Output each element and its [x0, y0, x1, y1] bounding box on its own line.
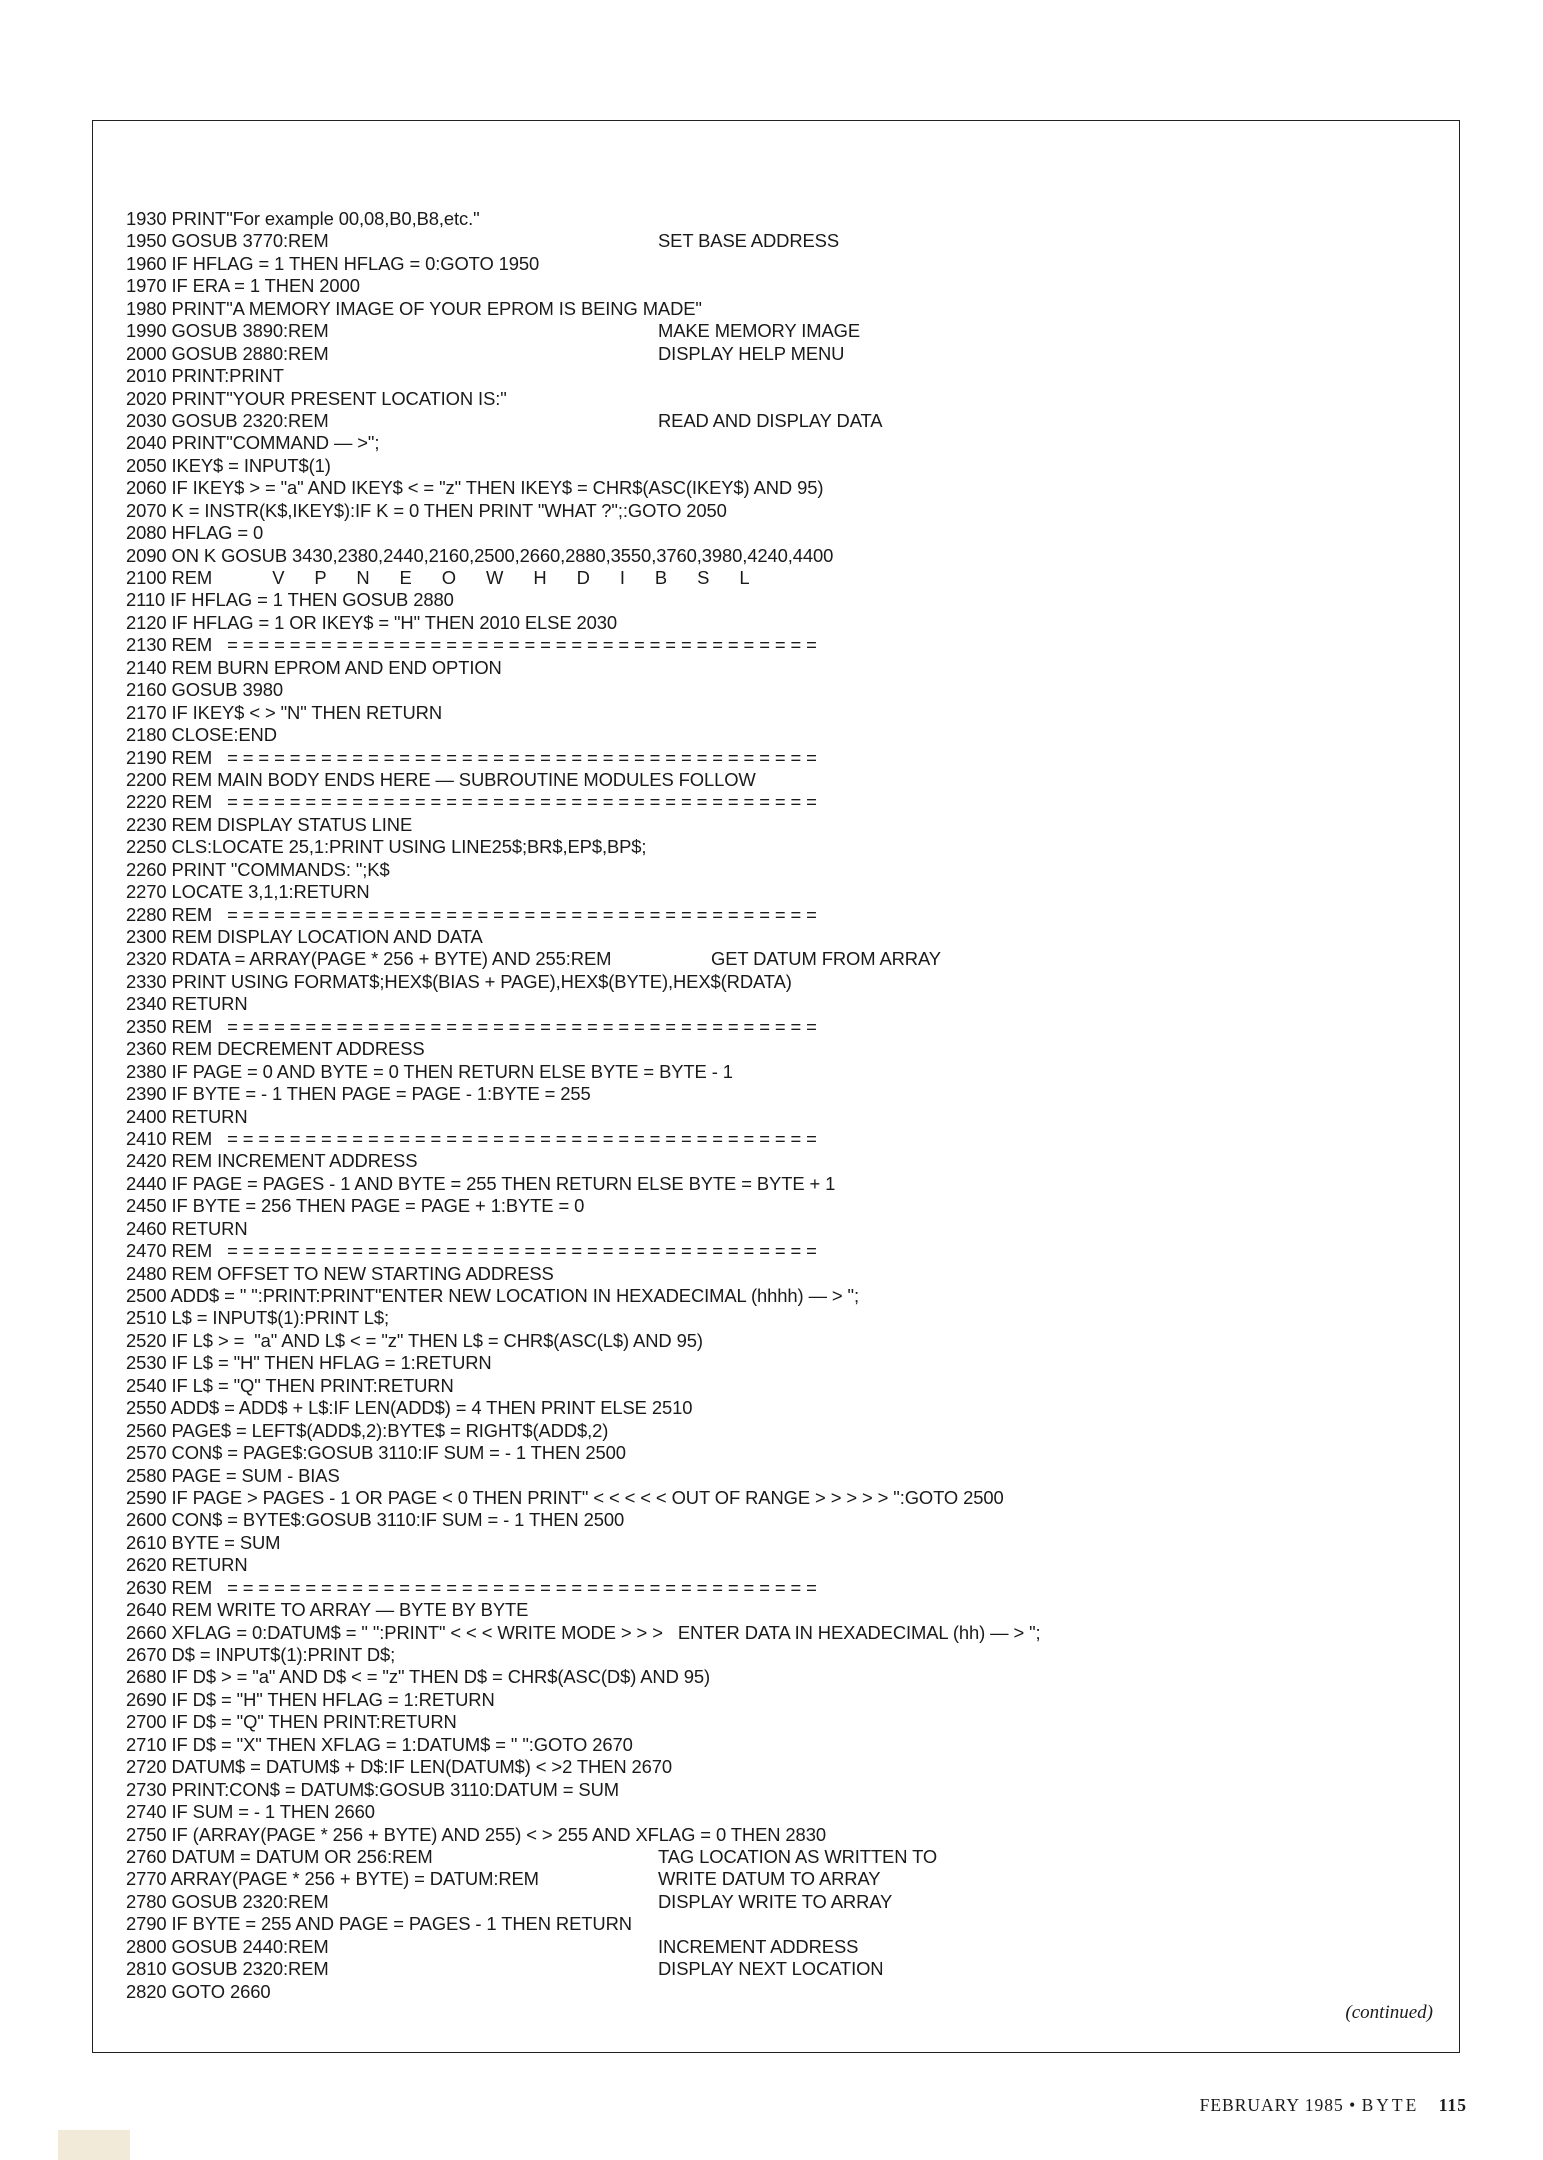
listing-code: 1990 GOSUB 3890:REM: [126, 320, 329, 342]
listing-line: [126, 1375, 1426, 1397]
listing-remark: READ AND DISPLAY DATA: [658, 409, 883, 431]
listing-line: [126, 410, 1426, 432]
listing-remark: INCREMENT ADDRESS: [658, 1935, 859, 1957]
listing-line: [126, 904, 1426, 926]
listing-line: [126, 522, 1426, 544]
listing-line: [126, 724, 1426, 746]
listing-line: [126, 298, 1426, 320]
listing-line: [126, 948, 1426, 970]
listing-line: [126, 1173, 1426, 1195]
listing-line: [126, 1779, 1426, 1801]
listing-line: [126, 702, 1426, 724]
listing-code: 2720 DATUM$ = DATUM$ + D$:IF LEN(DATUM$) < >2 THEN 2670: [126, 1756, 673, 1778]
listing-line: [126, 1106, 1426, 1128]
listing-code: 2030 GOSUB 2320:REM: [126, 409, 329, 431]
listing-line: [126, 500, 1426, 522]
listing-line: [126, 1913, 1426, 1935]
listing-code: 2410 REM = = = = = = = = = = = = = = = = = = = = = = = = = = = = = = = = = = = = = =: [126, 1127, 817, 1149]
listing-code: 1950 GOSUB 3770:REM: [126, 230, 329, 252]
listing-line: [126, 567, 1426, 589]
listing-line: [126, 1936, 1426, 1958]
listing-line: [126, 1397, 1426, 1419]
listing-line: [126, 1981, 1426, 2003]
listing-line: [126, 208, 1426, 230]
listing-code: 2260 PRINT "COMMANDS: ";K$: [126, 858, 390, 880]
listing-code: 2450 IF BYTE = 256 THEN PAGE = PAGE + 1:BYTE = 0: [126, 1195, 585, 1217]
listing-line: [126, 1958, 1426, 1980]
listing-code: 2640 REM WRITE TO ARRAY — BYTE BY BYTE: [126, 1599, 529, 1621]
listing-line: [126, 971, 1426, 993]
listing-line: [126, 455, 1426, 477]
listing-line: [126, 1307, 1426, 1329]
listing-code: 2740 IF SUM = - 1 THEN 2660: [126, 1801, 375, 1823]
listing-remark: DISPLAY WRITE TO ARRAY: [658, 1890, 893, 1912]
listing-code: 2130 REM = = = = = = = = = = = = = = = = = = = = = = = = = = = = = = = = = = = = = =: [126, 634, 817, 656]
listing-code: 2230 REM DISPLAY STATUS LINE: [126, 813, 413, 835]
listing-code: 2770 ARRAY(PAGE * 256 + BYTE) = DATUM:REM: [126, 1868, 539, 1890]
listing-line: [126, 1465, 1426, 1487]
listing-line: [126, 432, 1426, 454]
listing-code: 2050 IKEY$ = INPUT$(1): [126, 454, 331, 476]
listing-code: 2280 REM = = = = = = = = = = = = = = = = = = = = = = = = = = = = = = = = = = = = = =: [126, 903, 817, 925]
listing-line: [126, 1801, 1426, 1823]
listing-code: 2750 IF (ARRAY(PAGE * 256 + BYTE) AND 255) < > 255 AND XFLAG = 0 THEN 2830: [126, 1823, 826, 1845]
listing-line: [126, 1509, 1426, 1531]
footer-page-number: 115: [1438, 2095, 1467, 2115]
listing-code: 2250 CLS:LOCATE 25,1:PRINT USING LINE25$;BR$,EP$,BP$;: [126, 836, 647, 858]
program-listing: [126, 208, 1426, 2003]
listing-code: 2530 IF L$ = "H" THEN HFLAG = 1:RETURN: [126, 1352, 492, 1374]
listing-code: 2540 IF L$ = "Q" THEN PRINT:RETURN: [126, 1374, 454, 1396]
listing-line: [126, 1061, 1426, 1083]
listing-line: [126, 1868, 1426, 1890]
listing-line: [126, 1666, 1426, 1688]
listing-line: [126, 275, 1426, 297]
listing-code: 2630 REM = = = = = = = = = = = = = = = = = = = = = = = = = = = = = = = = = = = = = =: [126, 1576, 817, 1598]
listing-line: [126, 926, 1426, 948]
listing-code: 2190 REM = = = = = = = = = = = = = = = = = = = = = = = = = = = = = = = = = = = = = =: [126, 746, 817, 768]
listing-remark: TAG LOCATION AS WRITTEN TO: [658, 1845, 938, 1867]
listing-code: 2200 REM MAIN BODY ENDS HERE — SUBROUTINE MODULES FOLLOW: [126, 768, 756, 790]
listing-line: [126, 612, 1426, 634]
listing-code: 2060 IF IKEY$ > = "a" AND IKEY$ < = "z" THEN IKEY$ = CHR$(ASC(IKEY$) AND 95): [126, 477, 824, 499]
continued-label: (continued): [1345, 2002, 1433, 2023]
listing-code: 2460 RETURN: [126, 1217, 248, 1239]
listing-line: [126, 1824, 1426, 1846]
listing-code: 2580 PAGE = SUM - BIAS: [126, 1464, 340, 1486]
listing-code: 2220 REM = = = = = = = = = = = = = = = = = = = = = = = = = = = = = = = = = = = = = =: [126, 791, 817, 813]
listing-code: 2600 CON$ = BYTE$:GOSUB 3110:IF SUM = - 1 THEN 2500: [126, 1509, 625, 1531]
listing-line: [126, 1016, 1426, 1038]
listing-line: [126, 993, 1426, 1015]
listing-line: [126, 1128, 1426, 1150]
listing-code: 2440 IF PAGE = PAGES - 1 AND BYTE = 255 THEN RETURN ELSE BYTE = BYTE + 1: [126, 1172, 836, 1194]
listing-line: [126, 320, 1426, 342]
listing-code: 2270 LOCATE 3,1,1:RETURN: [126, 881, 370, 903]
listing-line: [126, 881, 1426, 903]
listing-code: 2040 PRINT"COMMAND — >";: [126, 432, 380, 454]
listing-line: [126, 1554, 1426, 1576]
listing-line: [126, 1083, 1426, 1105]
listing-code: 2020 PRINT"YOUR PRESENT LOCATION IS:": [126, 387, 507, 409]
listing-code: 2570 CON$ = PAGE$:GOSUB 3110:IF SUM = - 1 THEN 2500: [126, 1442, 626, 1464]
listing-code: 2390 IF BYTE = - 1 THEN PAGE = PAGE - 1:BYTE = 255: [126, 1083, 591, 1105]
listing-code: 2690 IF D$ = "H" THEN HFLAG = 1:RETURN: [126, 1688, 495, 1710]
footer-magazine: BYTE: [1361, 2095, 1420, 2115]
listing-line: [126, 477, 1426, 499]
listing-code: 2820 GOTO 2660: [126, 1980, 271, 2002]
listing-line: [126, 1038, 1426, 1060]
listing-code: 2480 REM OFFSET TO NEW STARTING ADDRESS: [126, 1262, 554, 1284]
listing-line: [126, 1285, 1426, 1307]
listing-line: [126, 1263, 1426, 1285]
listing-code: 2110 IF HFLAG = 1 THEN GOSUB 2880: [126, 589, 454, 611]
listing-line: [126, 1891, 1426, 1913]
listing-remark: DISPLAY HELP MENU: [658, 342, 845, 364]
listing-line: [126, 1846, 1426, 1868]
listing-line: [126, 747, 1426, 769]
listing-code: 2100 REM V P N E O W H D I B S L: [126, 567, 750, 588]
listing-remark: DISPLAY NEXT LOCATION: [658, 1958, 884, 1980]
listing-code: 2350 REM = = = = = = = = = = = = = = = = = = = = = = = = = = = = = = = = = = = = = =: [126, 1015, 817, 1037]
listing-code: 2610 BYTE = SUM: [126, 1531, 281, 1553]
listing-code: 2090 ON K GOSUB 3430,2380,2440,2160,2500,2660,2880,3550,3760,3980,4240,4400: [126, 544, 834, 566]
listing-code: 2070 K = INSTR(K$,IKEY$):IF K = 0 THEN PRINT "WHAT ?";:GOTO 2050: [126, 499, 727, 521]
listing-code: 2180 CLOSE:END: [126, 724, 277, 746]
listing-line: [126, 388, 1426, 410]
listing-line: [126, 1599, 1426, 1621]
listing-line: [126, 1577, 1426, 1599]
listing-code: 1960 IF HFLAG = 1 THEN HFLAG = 0:GOTO 1950: [126, 252, 540, 274]
listing-code: 2380 IF PAGE = 0 AND BYTE = 0 THEN RETURN ELSE BYTE = BYTE - 1: [126, 1060, 733, 1082]
listing-code: 1980 PRINT"A MEMORY IMAGE OF YOUR EPROM IS BEING MADE": [126, 297, 702, 319]
listing-line: [126, 1420, 1426, 1442]
listing-line: [126, 1532, 1426, 1554]
listing-line: [126, 859, 1426, 881]
listing-line: [126, 1756, 1426, 1778]
listing-code: 1970 IF ERA = 1 THEN 2000: [126, 275, 360, 297]
listing-line: [126, 836, 1426, 858]
listing-code: 2140 REM BURN EPROM AND END OPTION: [126, 656, 502, 678]
listing-remark: GET DATUM FROM ARRAY: [711, 948, 941, 970]
listing-line: [126, 1644, 1426, 1666]
listing-code: 2550 ADD$ = ADD$ + L$:IF LEN(ADD$) = 4 THEN PRINT ELSE 2510: [126, 1397, 693, 1419]
listing-line: [126, 365, 1426, 387]
listing-code: 2010 PRINT:PRINT: [126, 365, 284, 387]
listing-code: 2080 HFLAG = 0: [126, 522, 264, 544]
page-footer: [1200, 2095, 1467, 2116]
listing-code: 2760 DATUM = DATUM OR 256:REM: [126, 1845, 433, 1867]
listing-line: [126, 1689, 1426, 1711]
listing-line: [126, 1487, 1426, 1509]
listing-line: [126, 634, 1426, 656]
listing-code: 2670 D$ = INPUT$(1):PRINT D$;: [126, 1644, 396, 1665]
listing-line: [126, 769, 1426, 791]
footer-date: FEBRUARY 1985: [1199, 2095, 1344, 2115]
listing-line: [126, 1711, 1426, 1733]
listing-code: 2800 GOSUB 2440:REM: [126, 1935, 329, 1957]
listing-code: 2620 RETURN: [126, 1554, 248, 1576]
listing-code: 2790 IF BYTE = 255 AND PAGE = PAGES - 1 THEN RETURN: [126, 1913, 632, 1935]
listing-code: 2590 IF PAGE > PAGES - 1 OR PAGE < 0 THEN PRINT" < < < < < OUT OF RANGE > > > > > ":GOTO 2500: [126, 1486, 1004, 1508]
listing-code: 2300 REM DISPLAY LOCATION AND DATA: [126, 926, 483, 947]
listing-code: 2170 IF IKEY$ < > "N" THEN RETURN: [126, 701, 443, 723]
listing-code: 2780 GOSUB 2320:REM: [126, 1890, 329, 1912]
listing-code: 2470 REM = = = = = = = = = = = = = = = = = = = = = = = = = = = = = = = = = = = = = =: [126, 1240, 817, 1262]
footer-separator: •: [1349, 2095, 1357, 2115]
listing-code: 2320 RDATA = ARRAY(PAGE * 256 + BYTE) AND 255:REM: [126, 948, 612, 970]
listing-line: [126, 589, 1426, 611]
listing-line: [126, 791, 1426, 813]
listing-line: [126, 1195, 1426, 1217]
listing-line: [126, 1734, 1426, 1756]
listing-line: [126, 1240, 1426, 1262]
listing-code: 2340 RETURN: [126, 993, 248, 1015]
listing-code: 2510 L$ = INPUT$(1):PRINT L$;: [126, 1307, 390, 1329]
listing-remark: SET BASE ADDRESS: [658, 230, 840, 252]
listing-line: [126, 1218, 1426, 1240]
listing-remark: WRITE DATUM TO ARRAY: [658, 1868, 881, 1890]
listing-line: [126, 1150, 1426, 1172]
listing-line: [126, 1442, 1426, 1464]
listing-code: 2660 XFLAG = 0:DATUM$ = " ":PRINT" < < < WRITE MODE > > > ENTER DATA IN HEXADECIMAL (hh) — > ";: [126, 1621, 1041, 1643]
page-smudge: [58, 2130, 130, 2160]
listing-code: 2330 PRINT USING FORMAT$;HEX$(BIAS + PAGE),HEX$(BYTE),HEX$(RDATA): [126, 970, 792, 992]
listing-code: 2500 ADD$ = " ":PRINT:PRINT"ENTER NEW LOCATION IN HEXADECIMAL (hhhh) — > ";: [126, 1285, 859, 1306]
listing-code: 2120 IF HFLAG = 1 OR IKEY$ = "H" THEN 2010 ELSE 2030: [126, 611, 618, 633]
listing-code: 2160 GOSUB 3980: [126, 679, 283, 701]
listing-code: 2680 IF D$ > = "a" AND D$ < = "z" THEN D$ = CHR$(ASC(D$) AND 95): [126, 1666, 711, 1688]
listing-remark: MAKE MEMORY IMAGE: [658, 320, 860, 342]
listing-code: 2810 GOSUB 2320:REM: [126, 1958, 329, 1980]
listing-code: 2420 REM INCREMENT ADDRESS: [126, 1150, 418, 1172]
listing-line: [126, 1352, 1426, 1374]
listing-code: 2730 PRINT:CON$ = DATUM$:GOSUB 3110:DATUM = SUM: [126, 1778, 620, 1800]
listing-line: [126, 545, 1426, 567]
listing-line: [126, 343, 1426, 365]
listing-code: 2710 IF D$ = "X" THEN XFLAG = 1:DATUM$ = " ":GOTO 2670: [126, 1733, 633, 1755]
listing-line: [126, 253, 1426, 275]
listing-code: 2520 IF L$ > = "a" AND L$ < = "z" THEN L$ = CHR$(ASC(L$) AND 95): [126, 1329, 703, 1351]
listing-code: 2000 GOSUB 2880:REM: [126, 342, 329, 364]
listing-code: 2400 RETURN: [126, 1105, 248, 1127]
listing-line: [126, 814, 1426, 836]
listing-line: [126, 1330, 1426, 1352]
listing-line: [126, 657, 1426, 679]
listing-line: [126, 230, 1426, 252]
listing-code: 2560 PAGE$ = LEFT$(ADD$,2):BYTE$ = RIGHT$(ADD$,2): [126, 1419, 609, 1441]
listing-code: 2700 IF D$ = "Q" THEN PRINT:RETURN: [126, 1711, 457, 1733]
listing-code: 2360 REM DECREMENT ADDRESS: [126, 1038, 425, 1060]
listing-line: [126, 1622, 1426, 1644]
listing-line: [126, 679, 1426, 701]
listing-code: 1930 PRINT"For example 00,08,B0,B8,etc.": [126, 208, 480, 229]
